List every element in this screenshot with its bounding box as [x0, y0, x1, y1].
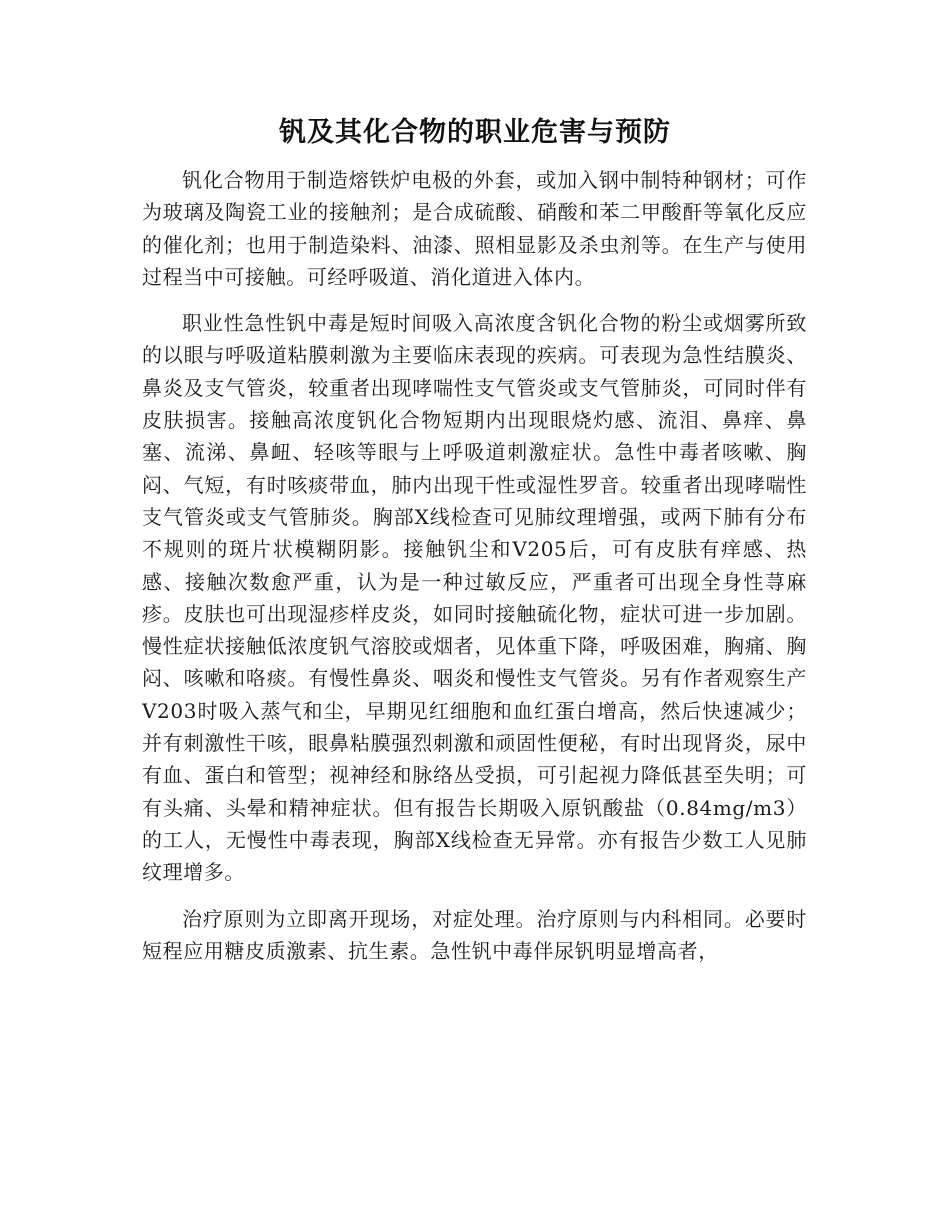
document-title: 钒及其化合物的职业危害与预防 — [279, 117, 671, 148]
paragraph-uses-and-exposure: 钒化合物用于制造熔铁炉电极的外套，或加入钢中制特种钢材；可作为玻璃及陶瓷工业的接触剂；是合成硫酸、硝酸和苯二甲酸酐等氧化反应的催化剂；也用于制造染料、油漆、照相显影及杀虫剂等。在生产与使用过程当中可接触。可经呼吸道、消化道进入体内。 — [142, 168, 807, 289]
paragraph-poisoning-symptoms: 职业性急性钒中毒是短时间吸入高浓度含钒化合物的粉尘或烟雾所致的以眼与呼吸道粘膜刺激为主要临床表现的疾病。可表现为急性结膜炎、鼻炎及支气管炎，较重者出现哮喘性支气管炎或支气管肺炎，可同时伴有皮肤损害。接触高浓度钒化合物短期内出现眼烧灼感、流泪、鼻痒、鼻塞、流涕、鼻衄、轻咳等眼与上呼吸道刺激症状。急性中毒者咳嗽、胸闷、气短，有时咳痰带血，肺内出现干性或湿性罗音。较重者出现哮喘性支气管炎或支气管肺炎。胸部X线检查可见肺纹理增强，或两下肺有分布不规则的斑片状模糊阴影。接触钒尘和V205后，可有皮肤有痒感、热感、接触次数愈严重，认为是一种过敏反应，严重者可出现全身性荨麻疹。皮肤也可出现湿疹样皮炎，如同时接触硫化物，症状可进一步加剧。慢性症状接触低浓度钒气溶胶或烟者，见体重下降，呼吸困难，胸痛、胸闷、咳嗽和咯痰。有慢性鼻炎、咽炎和慢性支气管炎。另有作者观察生产V203时吸入蒸气和尘，早期见红细胞和血红蛋白增高，然后快速减少；并有刺激性干咳，眼鼻粘膜强烈刺激和顽固性便秘，有时出现肾炎，尿中有血、蛋白和管型；视神经和脉络丛受损，可引起视力降低甚至失明；可有头痛、头晕和精神症状。但有报告长期吸入原钒酸盐（0.84mg/m3）的工人，无慢性中毒表现，胸部X线检查无异常。亦有报告少数工人见肺纹理增多。 — [142, 311, 807, 885]
document-body — [142, 164, 807, 981]
paragraph-treatment-principles: 治疗原则为立即离开现场，对症处理。治疗原则与内科相同。必要时短程应用糖皮质激素、抗生素。急性钒中毒伴尿钒明显增高者， — [142, 906, 807, 963]
